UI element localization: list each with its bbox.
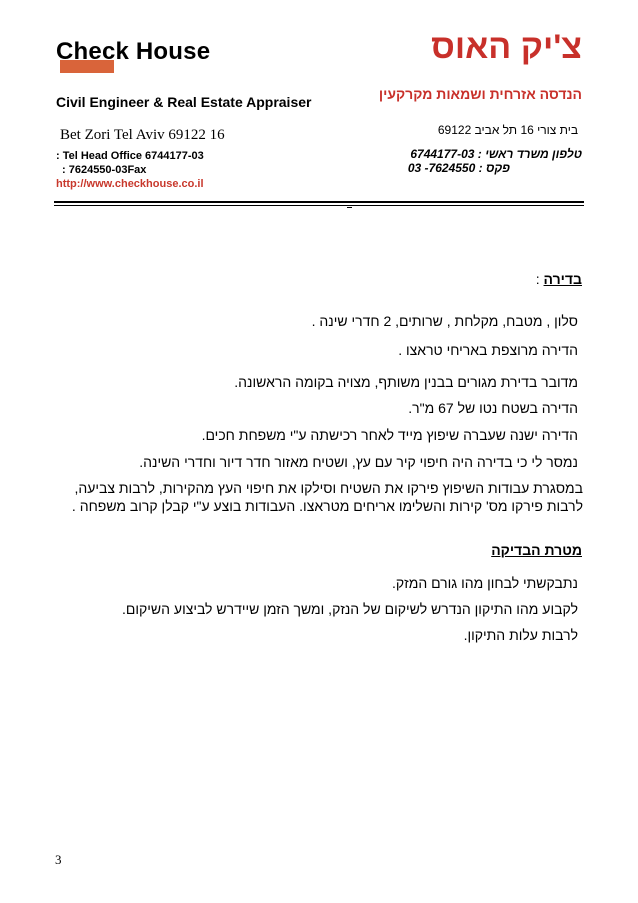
purpose-line-1: נתבקשתי לבחון מהו גורם המזק. xyxy=(392,575,578,591)
fax-english: : 7624550-03Fax xyxy=(62,164,147,176)
apartment-line-1: סלון , מטבח, מקלחת , שרותים, 2 חדרי שינה . xyxy=(311,313,578,329)
address-hebrew: בית צורי 16 תל אביב 69122 xyxy=(437,123,578,137)
apartment-line-4: הדירה בשטח נטו של 67 מ"ר. xyxy=(408,400,578,416)
apartment-line-8: לרבות פירקו מס' קירות והשלימו אריחים מטראצו. העבודות בוצע ע"י קבלן קרוב משפחה . xyxy=(71,498,583,514)
apartment-line-6: נמסר לי כי בדירה היה חיפוי קיר עם עץ, ושטיח מאזור חדר דיור וחדרי השינה. xyxy=(139,454,578,470)
apartment-line-2: הדירה מרוצפת באריחי טראצו . xyxy=(398,342,578,358)
phone-hebrew: טלפון משרד ראשי : 6744177-03 xyxy=(410,147,582,161)
purpose-line-2: לקבוע מהו התיקון הנדרש לשיקום של הנזק, ומשך הזמן שיידרש לביצוע השיקום. xyxy=(122,601,578,617)
page-number: 3 xyxy=(55,852,62,867)
phone-english: : Tel Head Office 6744177-03 xyxy=(56,150,204,162)
apartment-line-7: במסגרת עבודות השיפוץ פירקו את השטיח וסילקו את חיפוי העץ מהקירות, לרבות צביעה, xyxy=(74,480,583,496)
apartment-line-3: מדובר בדירת מגורים בבנין משותף, מצויה בקומה הראשונה. xyxy=(234,374,578,390)
company-logo-hebrew: צ'יק האוס xyxy=(431,28,582,66)
address-english: Bet Zori Tel Aviv 69122 16 xyxy=(60,127,225,143)
company-logo-english xyxy=(56,38,210,66)
logo-english-text: Check House xyxy=(56,38,211,65)
section-heading-colon: : xyxy=(535,271,544,287)
purpose-line-3: לרבות עלות התיקון. xyxy=(463,627,578,643)
fax-hebrew: פקס : 7624550- 03 xyxy=(407,161,510,175)
section-heading-text: בדירה xyxy=(543,271,582,287)
company-subtitle-hebrew: הנדסה אזרחית ושמאות מקרקעין xyxy=(378,86,582,102)
apartment-line-5: הדירה ישנה שעברה שיפוץ מייד לאחר רכישתה ע"י משפחת חכים. xyxy=(201,427,578,443)
header-divider-mark xyxy=(347,207,352,208)
section-heading-apartment xyxy=(536,271,582,287)
section-heading-inspection-purpose: מטרת הבדיקה xyxy=(491,542,582,558)
company-subtitle-english: Civil Engineer & Real Estate Appraiser xyxy=(56,94,312,110)
website-link[interactable]: http://www.checkhouse.co.il xyxy=(56,178,204,190)
header-divider-thick xyxy=(54,201,584,203)
header-divider-thin xyxy=(54,205,584,206)
